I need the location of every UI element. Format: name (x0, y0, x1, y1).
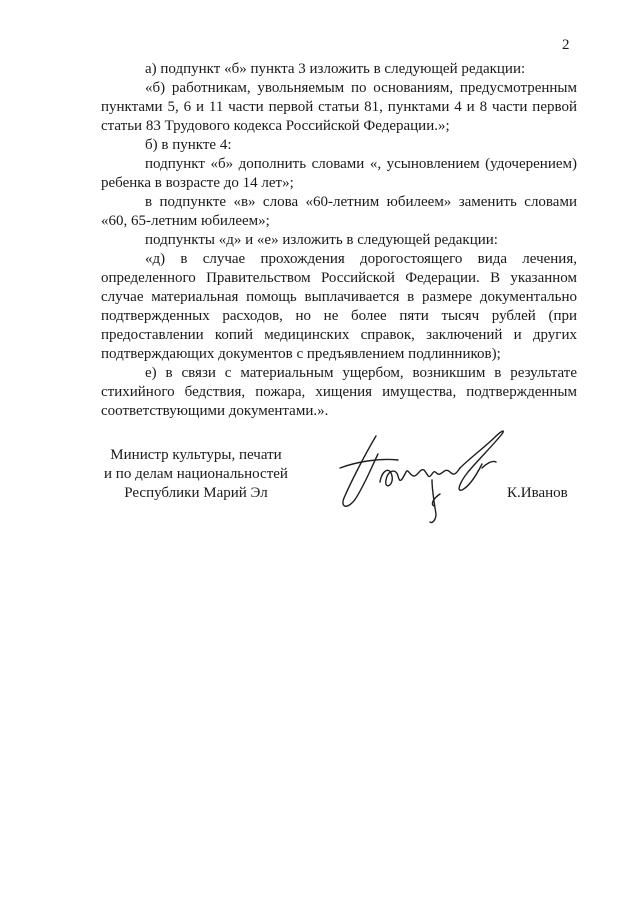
paragraph: подпункт «б» дополнить словами «, усыновлением (удочерением) ребенка в возрасте до 14 лет»; (101, 156, 577, 191)
signatory-name: К.Иванов (507, 485, 568, 501)
paragraph: е) в связи с материальным ущербом, возникшим в результате стихийного бедствия, пожара, хищения имущества, подтвержденным соответствующими документами.». (101, 365, 577, 419)
document-body (101, 60, 577, 421)
signatory-title-line: Республики Марий Эл (124, 485, 268, 501)
paragraph: б) в пункте 4: (145, 137, 232, 153)
paragraph: подпункты «д» и «е» изложить в следующей редакции: (145, 232, 498, 248)
signatory-title-line: и по делам национальностей (104, 466, 288, 482)
handwritten-signature (336, 424, 536, 539)
page-number: 2 (562, 37, 570, 53)
paragraph: в подпункте «в» слова «60-летним юбилеем» заменить словами «60, 65-летним юбилеем»; (101, 194, 577, 229)
paragraph: а) подпункт «б» пункта 3 изложить в следующей редакции: (145, 61, 526, 77)
paragraph: «б) работникам, увольняемым по основаниям, предусмотренным пунктами 5, 6 и 11 части первой статьи 81, пунктами 4 и 8 части первой статьи 83 Трудового кодекса Российской Федерации.»; (101, 80, 577, 134)
paragraph: «д) в случае прохождения дорогостоящего вида лечения, определенного Правительством Российской Федерации. В указанном случае материальная помощь выплачивается в размере документально подтвержденных расходов, но не более пяти тысяч рублей (при предоставлении копий медицинских справок, заключений и других подтверждающих документов с предъявлением подлинников); (101, 251, 577, 362)
signatory-title-line: Министр культуры, печати (110, 447, 282, 463)
signatory-title (101, 446, 291, 503)
